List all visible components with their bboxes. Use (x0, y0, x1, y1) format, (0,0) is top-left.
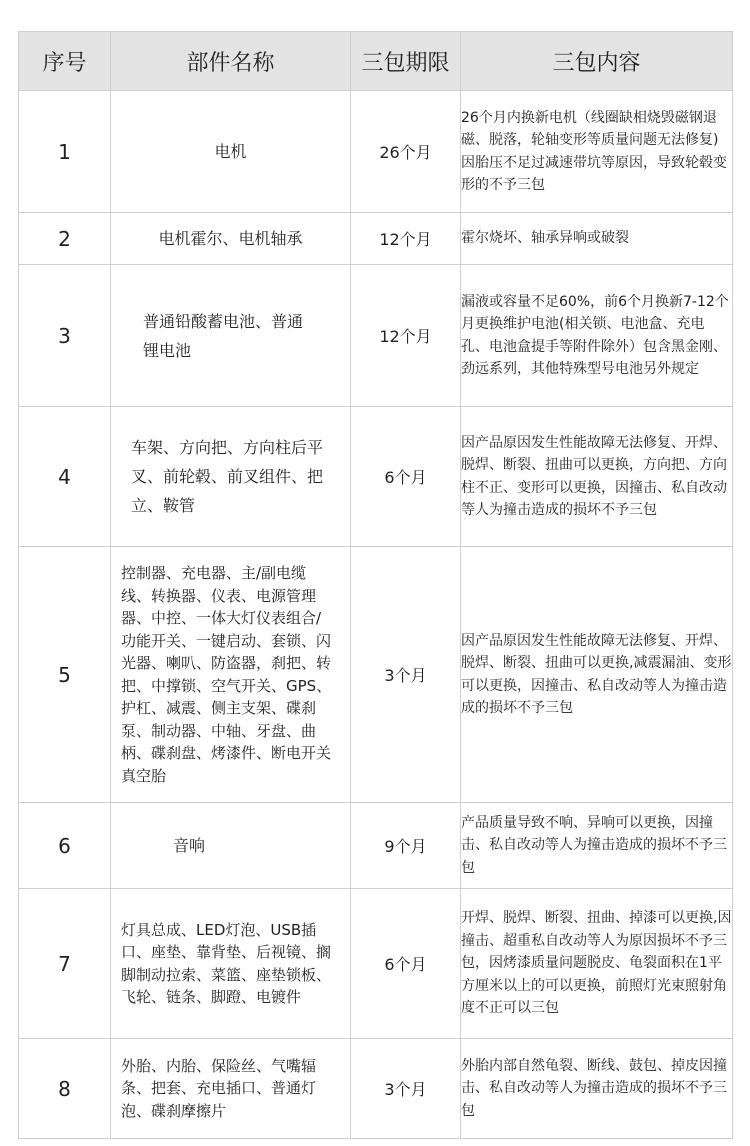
row-period: 3个月 (351, 1039, 461, 1139)
row-content (461, 547, 733, 803)
table-row (19, 889, 733, 1039)
header-index: 序号 (19, 32, 111, 91)
row-part-text: 车架、方向把、方向柱后平叉、前轮毂、前叉组件、把立、鞍管 (131, 438, 324, 515)
row-content-text: 开焊、脱焊、断裂、扭曲、掉漆可以更换,因撞击、超重私自改动等人为原因损坏不予三包，因烤漆质量问题脱皮、龟裂面积在1平方厘米以上的可以更换，前照灯光束照射角度不正可以三包 (461, 910, 732, 1017)
row-period: 3个月 (351, 547, 461, 803)
row-index: 7 (19, 889, 111, 1039)
row-period: 26个月 (351, 91, 461, 213)
row-content-text: 外胎内部自然龟裂、断线、鼓包、掉皮因撞击、私自改动等人为撞击造成的损坏不予三包 (461, 1057, 727, 1119)
row-period: 12个月 (351, 213, 461, 265)
table-row (19, 803, 733, 889)
row-content (461, 889, 733, 1039)
row-part-name (111, 803, 351, 889)
row-content-text: 因产品原因发生性能故障无法修复、开焊、脱焊、断裂、扭曲可以更换,减震漏油、变形可以更换，因撞击、私自改动等人为撞击造成的损坏不予三包 (461, 632, 732, 716)
row-part-name (111, 213, 351, 265)
row-part-text: 电机 (214, 142, 247, 161)
row-content (461, 213, 733, 265)
table-row (19, 407, 733, 547)
row-content-text: 霍尔烧坏、轴承异响或破裂 (461, 230, 629, 247)
row-content-text: 漏液或容量不足60%，前6个月换新7-12个月更换维护电池(相关锁、电池盒、充电孔、电池盒提手等附件除外）包含黑金刚、劲远系列，其他特殊型号电池另外规定 (461, 293, 729, 377)
table-row (19, 91, 733, 213)
row-part-name (111, 407, 351, 547)
row-index: 8 (19, 1039, 111, 1139)
table-row (19, 265, 733, 407)
row-part-text: 普通铅酸蓄电池、普通锂电池 (143, 311, 304, 360)
table-row (19, 1039, 733, 1139)
row-part-name (111, 547, 351, 803)
row-content (461, 803, 733, 889)
row-content (461, 91, 733, 213)
row-index: 4 (19, 407, 111, 547)
row-content-text: 26个月内换新电机（线圈缺相烧毁磁钢退磁、脱落，轮轴变形等质量问题无法修复)因胎压不足过减速带坑等原因，导致轮毂变形的不予三包 (461, 109, 727, 193)
row-part-text: 音响 (173, 836, 206, 855)
row-part-name (111, 91, 351, 213)
row-index: 5 (19, 547, 111, 803)
row-part-text: 电机霍尔、电机轴承 (158, 229, 303, 248)
row-content (461, 265, 733, 407)
row-index: 2 (19, 213, 111, 265)
table-header-row (19, 32, 733, 91)
row-part-name (111, 1039, 351, 1139)
row-period: 12个月 (351, 265, 461, 407)
row-part-text: 外胎、内胎、保险丝、气嘴辐条、把套、充电插口、普通灯泡、碟刹摩擦片 (121, 1056, 317, 1120)
row-index: 6 (19, 803, 111, 889)
row-content (461, 407, 733, 547)
header-warranty-period: 三包期限 (351, 32, 461, 91)
row-index: 1 (19, 91, 111, 213)
row-part-text: 控制器、充电器、主/副电缆线、转换器、仪表、电源管理器、中控、一体大灯仪表组合/功能开关、一键启动、套锁、闪光器、喇叭、防盗器，刹把、转把、中撑锁、空气开关、GPS、护杠、减震、侧主支架、碟刹泵、制动器、中轴、牙盘、曲柄、碟刹盘、烤漆件、断电开关真空胎 (121, 564, 332, 785)
table-row (19, 213, 733, 265)
header-part-name: 部件名称 (111, 32, 351, 91)
row-period: 9个月 (351, 803, 461, 889)
warranty-table (18, 31, 733, 1139)
row-period: 6个月 (351, 889, 461, 1039)
row-content (461, 1039, 733, 1139)
row-content-text: 因产品原因发生性能故障无法修复、开焊、脱焊、断裂、扭曲可以更换，方向把、方向柱不正、变形可以更换，因撞击、私自改动等人为撞击造成的损坏不予三包 (461, 434, 727, 518)
row-part-name (111, 889, 351, 1039)
row-index: 3 (19, 265, 111, 407)
header-warranty-content: 三包内容 (461, 32, 733, 91)
row-content-text: 产品质量导致不响、异响可以更换，因撞击、私自改动等人为撞击造成的损坏不予三包 (461, 814, 727, 876)
row-period: 6个月 (351, 407, 461, 547)
row-part-text: 灯具总成、LED灯泡、USB插口、座垫、靠背垫、后视镜、搁脚制动拉索、菜篮、座垫锁板、飞轮、链条、脚蹬、电镀件 (121, 920, 332, 1006)
row-part-name (111, 265, 351, 407)
table-row (19, 547, 733, 803)
